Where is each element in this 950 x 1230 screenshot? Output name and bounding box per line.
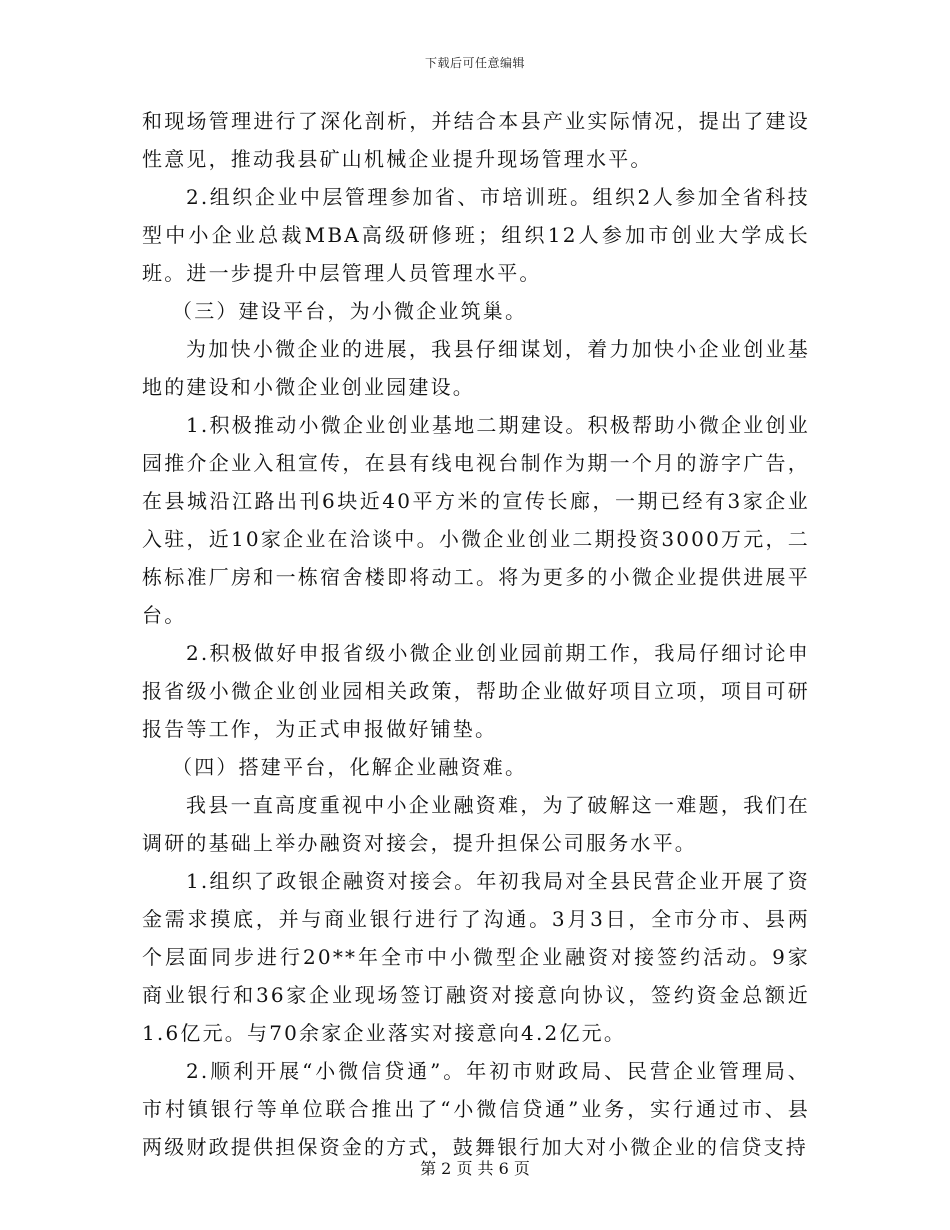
- paragraph-item: 2.组织企业中层管理参加省、市培训班。组织2人参加全省科技型中小企业总裁MBA高级研修班；组织12人参加市创业大学成长班。进一步提升中层管理人员管理水平。: [142, 185, 810, 285]
- section-heading: （四）搭建平台，化解企业融资难。: [172, 755, 528, 779]
- paragraph-item: 2.顺利开展“小微信贷通”。年初市财政局、民营企业管理局、市村镇银行等单位联合推出了“小微信贷通”业务，实行通过市、县两级财政提供担保资金的方式，鼓舞银行加大对小微企业的信贷支持: [142, 1059, 810, 1159]
- paragraph-item: 2.积极做好申报省级小微企业创业园前期工作，我局仔细讨论申报省级小微企业创业园相关政策，帮助企业做好项目立项，项目可研报告等工作，为正式申报做好铺垫。: [142, 641, 810, 741]
- paragraph-item: 1.组织了政银企融资对接会。年初我局对全县民营企业开展了资金需求摸底，并与商业银行进行了沟通。3月3日，全市分市、县两个层面同步进行20**年全市中小微型企业融资对接签约活动。9家商业银行和36家企业现场签订融资对接意向协议，签约资金总额近1.6亿元。与70余家企业落实对接意向4.2亿元。: [142, 869, 810, 1045]
- section-heading: （三）建设平台，为小微企业筑巢。: [172, 299, 528, 323]
- paragraph-item: 我县一直高度重视中小企业融资难，为了破解这一难题，我们在调研的基础上举办融资对接会，提升担保公司服务水平。: [142, 793, 810, 855]
- page-header: 下载后可任意编辑: [424, 56, 525, 70]
- page-footer: 第 2 页 共 6 页: [420, 1159, 530, 1178]
- paragraph-item: 为加快小微企业的进展，我县仔细谋划，着力加快小企业创业基地的建设和小微企业创业园建设。: [142, 337, 810, 399]
- paragraph-continuation: 和现场管理进行了深化剖析，并结合本县产业实际情况，提出了建设性意见，推动我县矿山机械企业提升现场管理水平。: [142, 109, 810, 171]
- document-body: [142, 102, 810, 1166]
- paragraph-item: 1.积极推动小微企业创业基地二期建设。积极帮助小微企业创业园推介企业入租宣传，在县有线电视台制作为期一个月的游字广告，在县城沿江路出刊6块近40平方米的宣传长廊，一期已经有3家企业入驻，近10家企业在洽谈中。小微企业创业二期投资3000万元，二栋标准厂房和一栋宿舍楼即将动工。将为更多的小微企业提供进展平台。: [142, 413, 810, 627]
